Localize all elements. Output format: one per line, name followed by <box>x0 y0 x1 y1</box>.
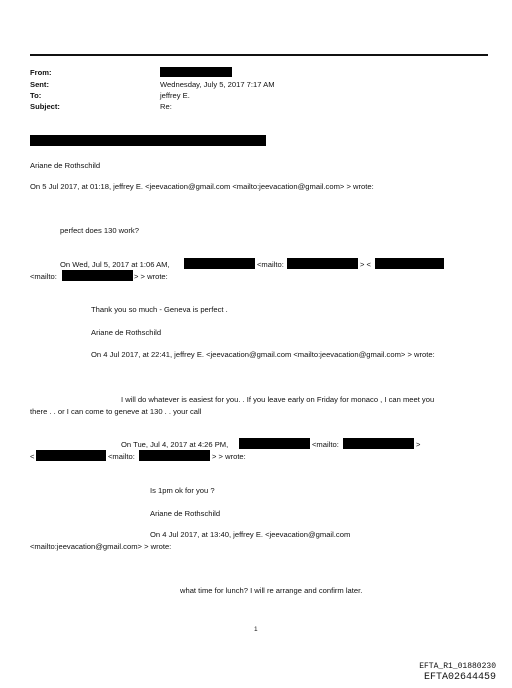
quote-4-lt: < <box>30 452 35 461</box>
page-number: 1 <box>254 626 258 633</box>
footer-ref-2: EFTA02644459 <box>423 672 496 683</box>
quote-5-header-2: <mailto:jeevacation@gmail.com> > wrote: <box>30 542 172 551</box>
from-label: From: <box>30 68 52 77</box>
quote-2-on: On Wed, Jul 5, 2017 at 1:06 AM, <box>60 260 170 269</box>
quote-3-header: On 4 Jul 2017, at 22:41, jeffrey E. <jeevacation@gmail.com <mailto:jeevacation@gmail.com> > wrote: <box>91 350 435 359</box>
quote-4-redaction-2 <box>343 438 414 449</box>
from-redaction <box>160 67 232 77</box>
footer-ref-1: EFTA_R1_01880230 <box>419 662 496 671</box>
quote-4-redaction-3 <box>36 450 106 461</box>
quote-2-mailto-a: <mailto: <box>257 260 284 269</box>
sent-label: Sent: <box>30 80 49 89</box>
quote-5-header: On 4 Jul 2017, at 13:40, jeffrey E. <jeevacation@gmail.com <box>150 530 351 539</box>
signature-2: Ariane de Rothschild <box>91 328 162 337</box>
quote-2-redaction-1 <box>184 258 255 269</box>
quote-1-header: On 5 Jul 2017, at 01:18, jeffrey E. <jeevacation@gmail.com <mailto:jeevacation@gmail.com> > wrote: <box>30 182 374 191</box>
quote-4-wrote: > > wrote: <box>212 452 246 461</box>
signature-1: Ariane de Rothschild <box>30 161 101 170</box>
quote-2-gt: > < <box>360 260 371 269</box>
to-value: jeffrey E. <box>160 91 190 100</box>
sent-value: Wednesday, July 5, 2017 7:17 AM <box>160 80 275 89</box>
quote-2-redaction-2 <box>287 258 358 269</box>
signature-3: Ariane de Rothschild <box>150 509 221 518</box>
subject-value: Re: <box>160 102 172 111</box>
quote-4-redaction-4 <box>139 450 210 461</box>
quote-5-text: what time for lunch? I will re arrange and confirm later. <box>180 586 363 595</box>
quote-4-gt: > <box>416 440 421 449</box>
quote-4-redaction-1 <box>239 438 310 449</box>
subject-label: Subject: <box>30 102 60 111</box>
quote-2-text: Thank you so much - Geneva is perfect . <box>91 305 228 314</box>
body-redaction <box>30 135 266 146</box>
quote-3-line-2: there . . or I can come to geneve at 130 . . your call <box>30 407 202 416</box>
header-rule <box>30 54 488 56</box>
quote-1-text: perfect does 130 work? <box>60 226 139 235</box>
quote-4-on: On Tue, Jul 4, 2017 at 4:26 PM, <box>121 440 229 449</box>
quote-2-mailto-b: <mailto: <box>30 272 57 281</box>
quote-4-text: Is 1pm ok for you ? <box>150 486 215 495</box>
quote-4-mailto-b: <mailto: <box>108 452 135 461</box>
quote-2-wrote: > > wrote: <box>134 272 168 281</box>
quote-2-redaction-3 <box>375 258 444 269</box>
to-label: To: <box>30 91 42 100</box>
quote-3-line-1: I will do whatever is easiest for you. . If you leave early on Friday for monaco , I can meet you <box>121 395 435 404</box>
quote-4-mailto-a: <mailto: <box>312 440 339 449</box>
quote-2-redaction-4 <box>62 270 133 281</box>
